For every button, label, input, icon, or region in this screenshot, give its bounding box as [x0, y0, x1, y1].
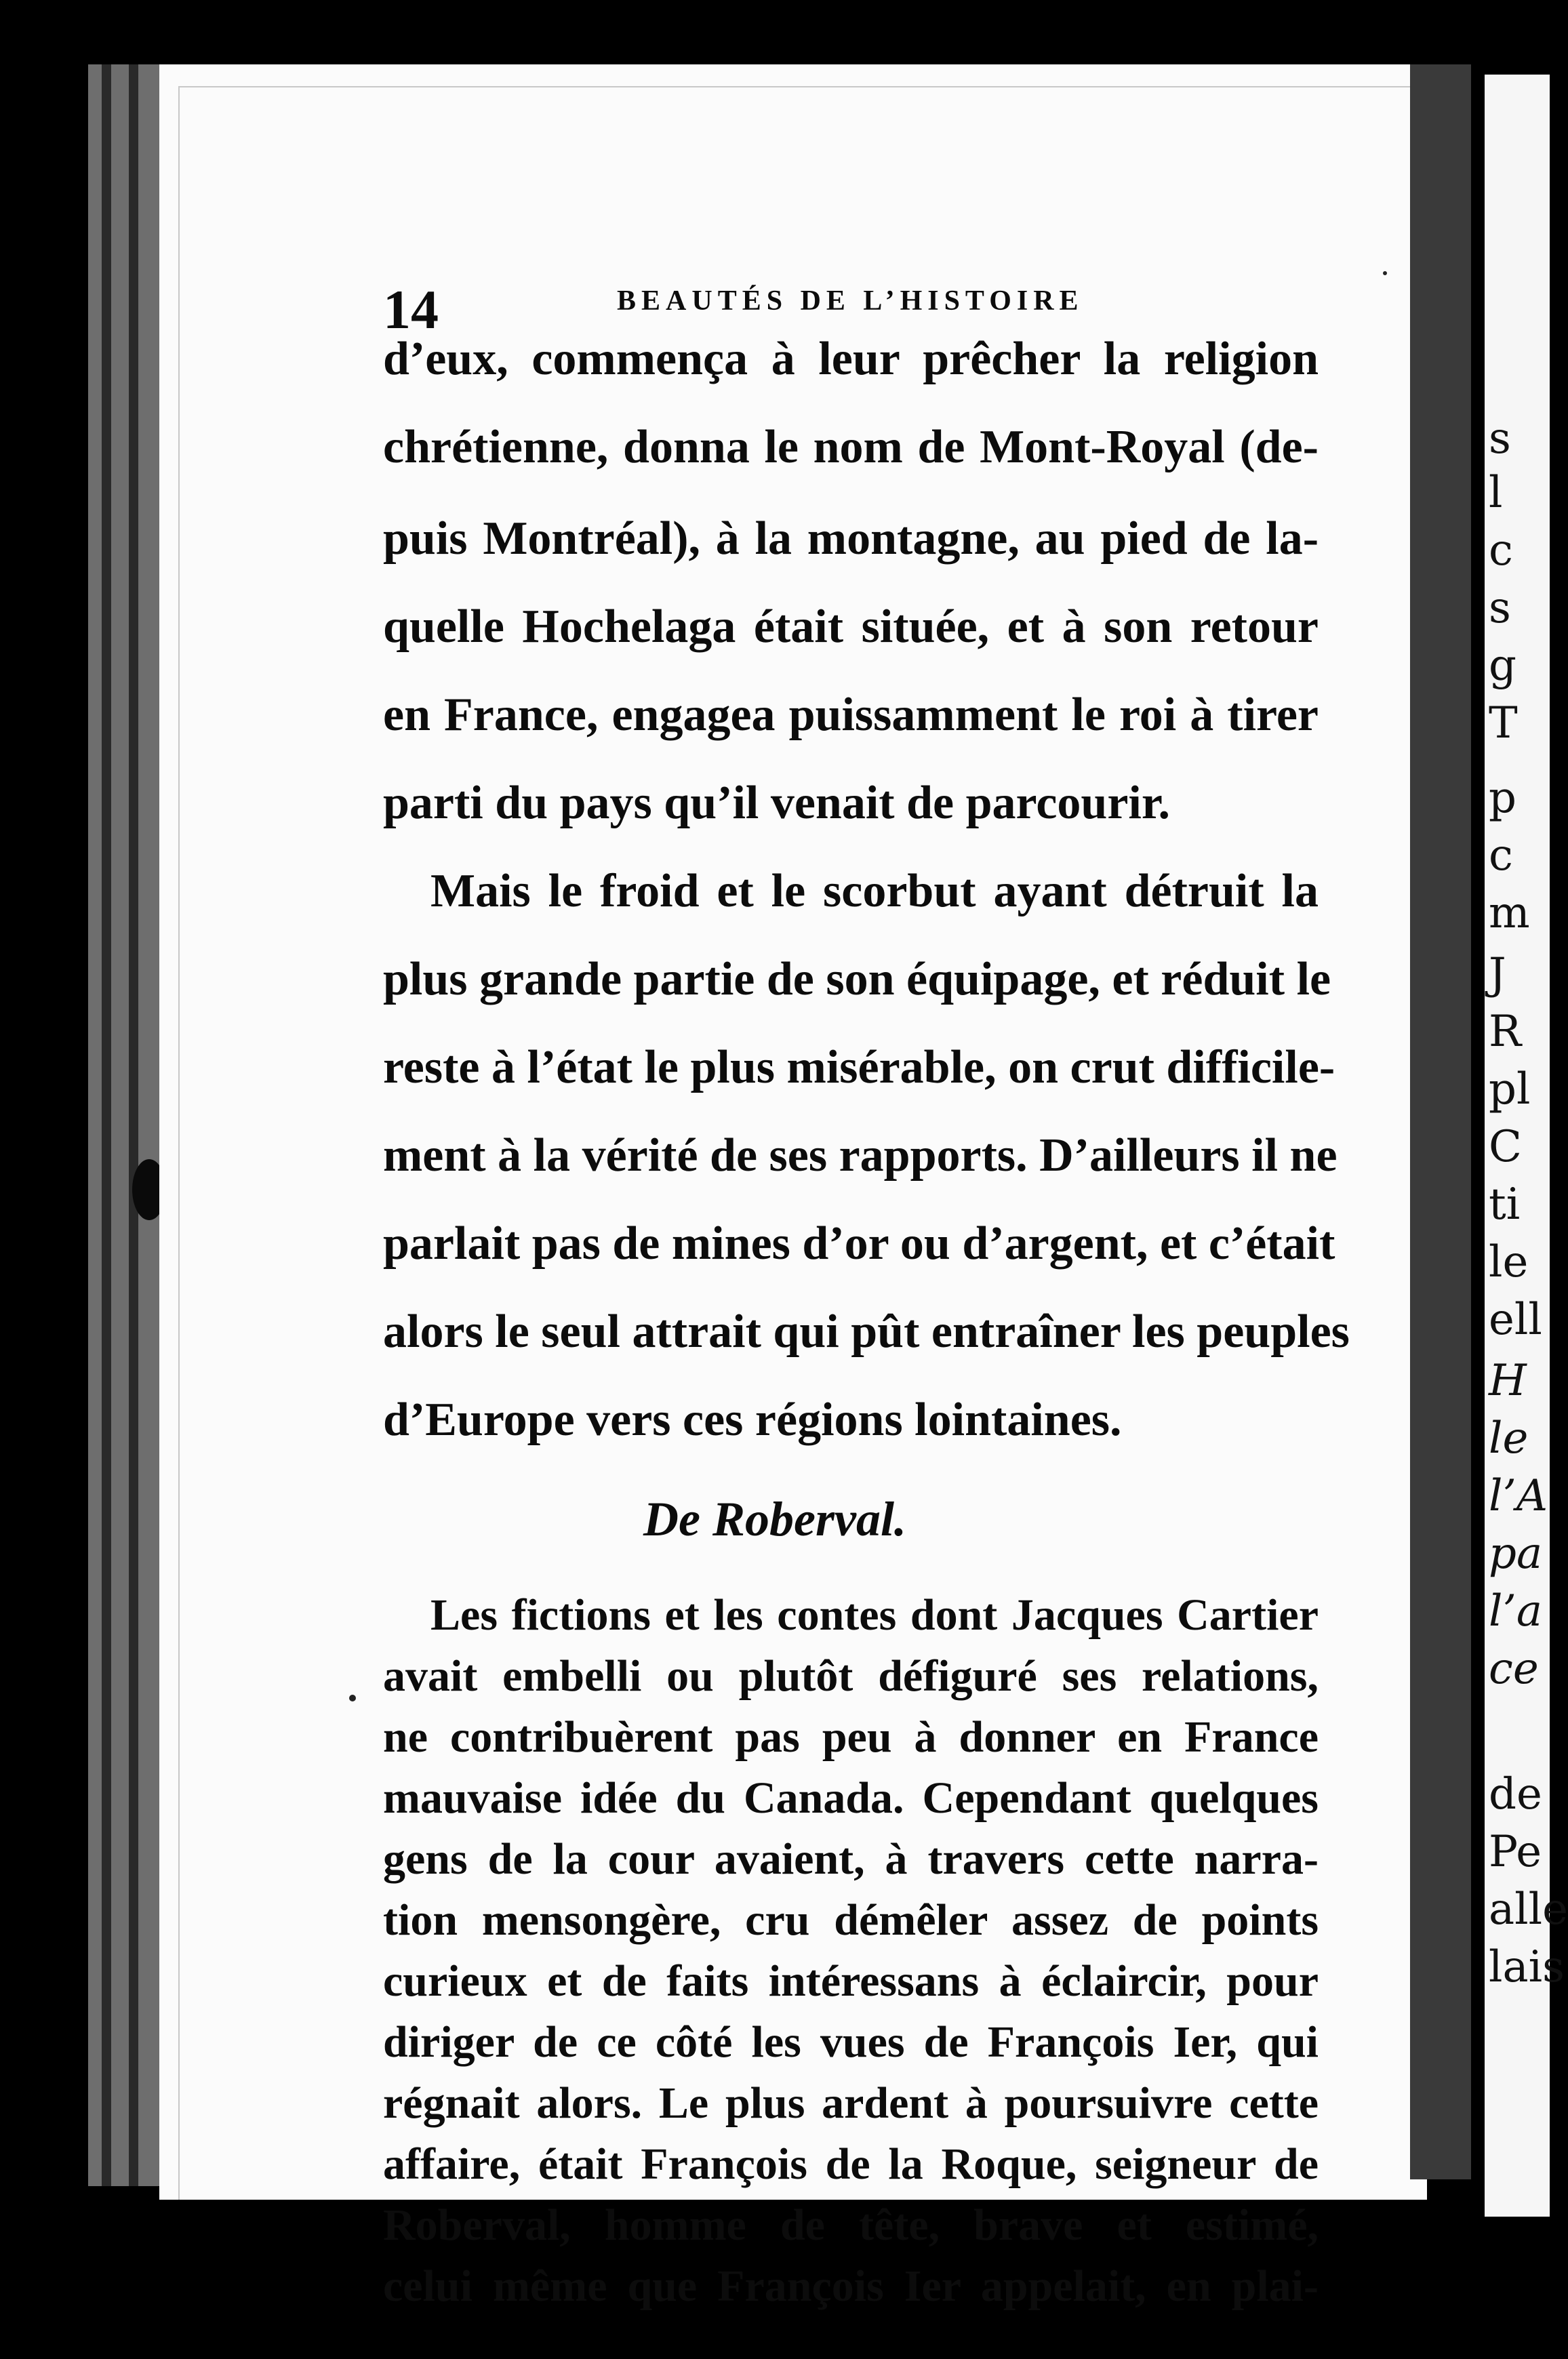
next-page-text: lais: [1489, 1942, 1565, 1992]
left-page-edge: [88, 64, 163, 2186]
next-page-text: m: [1489, 888, 1530, 938]
text-line: régnait alors. Le plus ardent à poursuivre cette: [383, 2078, 1319, 2128]
text-line: plus grande partie de son équipage, et réduit le: [383, 953, 1331, 1005]
next-page-text: c: [1489, 830, 1513, 881]
text-line: celui même que François Ier appelait, en plai-: [383, 2261, 1319, 2311]
text-line: d’eux, commença à leur prêcher la religion: [383, 333, 1319, 385]
next-page-fragment: [1485, 75, 1568, 2217]
next-page-text: J: [1489, 949, 1506, 999]
next-page-text: le: [1489, 1413, 1529, 1464]
next-page-text: ti: [1489, 1180, 1521, 1230]
text-line: ne contribuèrent pas peu à donner en France: [383, 1712, 1319, 1762]
text-line: alors le seul attrait qui pût entraîner les peuples: [383, 1306, 1350, 1358]
next-page-text: R: [1489, 1007, 1522, 1057]
text-line: Les fictions et les contes dont Jacques Cartier: [430, 1590, 1319, 1640]
next-page-text: l’a: [1489, 1586, 1542, 1636]
text-line: avait embelli ou plutôt défiguré ses relations,: [383, 1651, 1319, 1701]
next-page-text: g: [1489, 641, 1516, 691]
text-line: curieux et de faits intéressans à éclaircir, pour: [383, 1956, 1319, 2006]
next-page-text: alle: [1489, 1884, 1568, 1935]
ink-speck: [1383, 271, 1387, 275]
text-line: tion mensongère, cru démêler assez de points: [383, 1895, 1319, 1945]
next-page-text: l’A: [1489, 1471, 1548, 1521]
text-line: mauvaise idée du Canada. Cependant quelques: [383, 1773, 1319, 1823]
next-page-text: Pe: [1489, 1827, 1542, 1877]
page-number: 14: [383, 279, 439, 340]
edge-band: [129, 64, 138, 2186]
text-line: Mais le froid et le scorbut ayant détruit la: [430, 865, 1319, 917]
text-line: parlait pas de mines d’or ou d’argent, et c’était: [383, 1217, 1335, 1270]
section-heading: De Roberval.: [643, 1492, 906, 1546]
next-page-text: pa: [1489, 1529, 1543, 1579]
next-page-text: s: [1489, 414, 1511, 464]
next-page-text: ell: [1489, 1295, 1542, 1345]
next-page-text: C: [1489, 1122, 1522, 1172]
next-page-text: s: [1489, 583, 1511, 633]
text-line: puis Montréal), à la montagne, au pied de la-: [383, 512, 1319, 565]
text-line: parti du pays qu’il venait de parcourir.: [383, 777, 1171, 829]
next-page-text: l: [1489, 468, 1503, 518]
text-line: ment à la vérité de ses rapports. D’ailleurs il ne: [383, 1129, 1338, 1182]
running-head: BEAUTÉS DE L’HISTOIRE: [617, 285, 1084, 317]
text-line: d’Europe vers ces régions lointaines.: [383, 1394, 1122, 1446]
next-page-text: p: [1489, 773, 1516, 823]
next-page-text: c: [1489, 525, 1513, 576]
page-gutter: [1410, 64, 1471, 2179]
text-line: quelle Hochelaga était située, et à son retour: [383, 601, 1319, 653]
text-line: diriger de ce côté les vues de François Ier, qui: [383, 2017, 1319, 2067]
text-line: Roberval, homme de tête, brave et estimé,: [383, 2200, 1319, 2250]
text-line: chrétienne, donna le nom de Mont-Royal (de-: [383, 421, 1319, 473]
next-page-text: ce: [1489, 1644, 1539, 1694]
text-line: gens de la cour avaient, à travers cette narra-: [383, 1834, 1319, 1884]
next-page-text: H: [1489, 1356, 1527, 1406]
text-line: affaire, était François de la Roque, seigneur de: [383, 2139, 1319, 2189]
text-line: en France, engagea puissamment le roi à tirer: [383, 689, 1319, 741]
next-page-text: pl: [1489, 1064, 1531, 1114]
next-page-text: T: [1489, 698, 1518, 748]
next-page-text: le: [1489, 1237, 1529, 1287]
edge-band: [102, 64, 111, 2186]
next-page-text: de: [1489, 1769, 1542, 1819]
text-line: reste à l’état le plus misérable, on crut difficile-: [383, 1041, 1335, 1093]
ink-speck: [349, 1695, 356, 1701]
